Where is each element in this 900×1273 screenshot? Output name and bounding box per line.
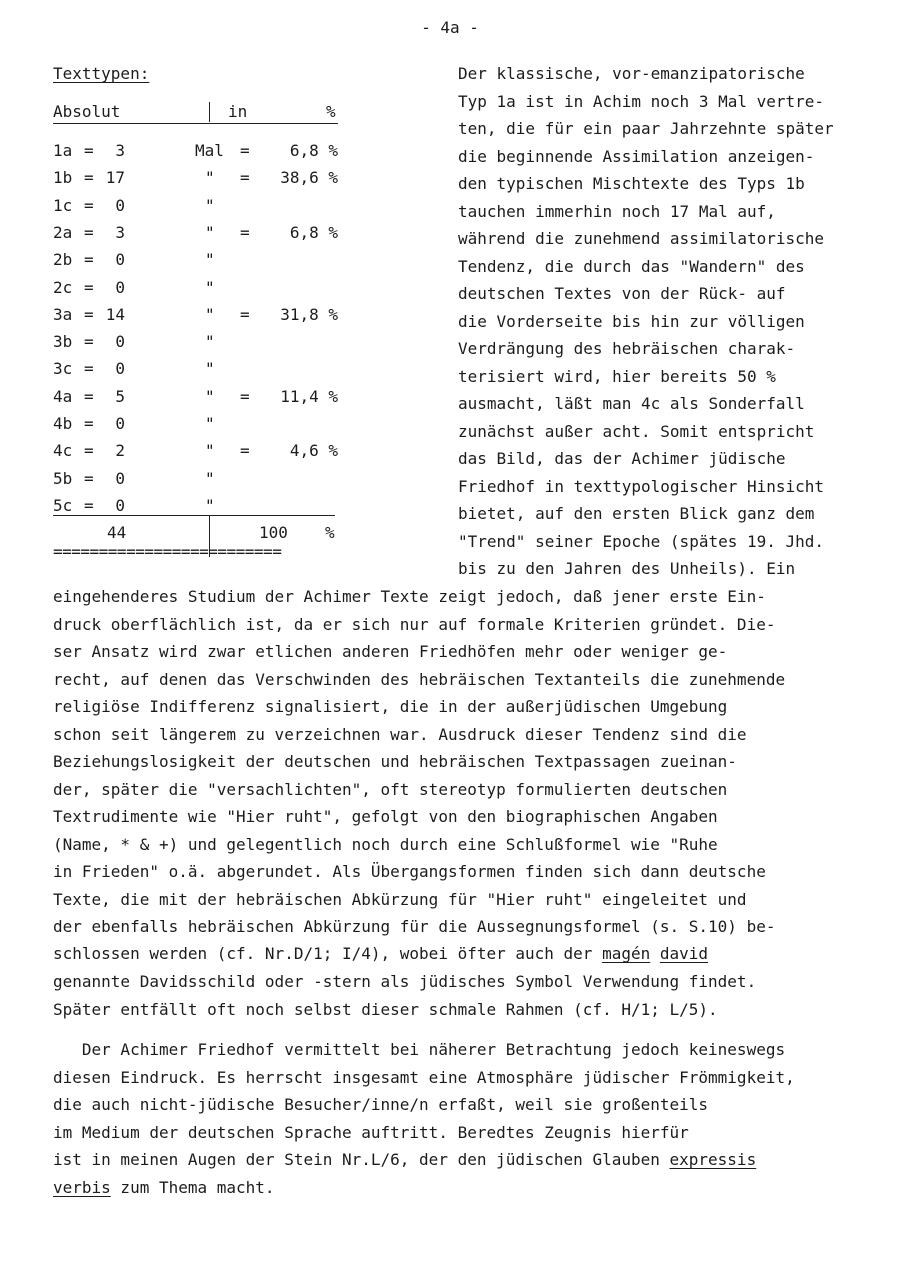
row-unit: " (205, 222, 215, 242)
row-equals-2: = (240, 222, 250, 242)
table-row (53, 496, 338, 516)
term-magen: magén (602, 944, 651, 963)
header-percent: % (326, 102, 336, 121)
row-equals: = (84, 332, 94, 352)
row-count: 3 (115, 222, 125, 242)
row-type: 1c (53, 195, 73, 215)
row-equals: = (84, 304, 94, 324)
right-column-line: Friedhof in texttypologischer Hinsicht (458, 476, 825, 496)
row-equals: = (84, 359, 94, 379)
paragraph-line: Später entfällt oft noch selbst dieser schmale Rahmen (cf. H/1; L/5). (53, 999, 718, 1019)
paragraph-line: ser Ansatz wird zwar etlichen anderen Friedhöfen mehr oder weniger ge- (53, 642, 728, 661)
right-column-line: tauchen immerhin noch 17 Mal auf, (458, 201, 776, 221)
paragraph-line: Beziehungslosigkeit der deutschen und hebräischen Textpassagen zueinan- (53, 752, 737, 771)
paragraph-line: genannte Davidsschild oder -stern als jüdisches Symbol Verwendung findet. (53, 972, 757, 991)
row-count: 17 (105, 168, 125, 188)
paragraph-line: der ebenfalls hebräischen Abkürzung für die Aussegnungsformel (s. S.10) be- (53, 917, 776, 936)
row-equals: = (84, 250, 94, 270)
row-count: 0 (115, 277, 125, 297)
right-column-line: das Bild, das der Achimer jüdische (458, 449, 786, 468)
paragraph-line: recht, auf denen das Verschwinden des hebräischen Textanteils die zunehmende (53, 669, 786, 689)
row-unit: Mal (195, 141, 224, 160)
right-column-line: ten, die für ein paar Jahrzehnte später (458, 119, 834, 138)
row-unit: " (205, 414, 215, 433)
header-divider (209, 102, 210, 122)
right-column-line: den typischen Mischtexte des Typs 1b (458, 174, 805, 193)
right-column-line: "Trend" seiner Epoche (spätes 19. Jhd. (458, 531, 825, 551)
right-column-line: die Vorderseite bis hin zur völligen (458, 311, 805, 331)
row-equals-2: = (240, 441, 250, 461)
row-equals: = (84, 195, 94, 215)
right-column-line: ausmacht, läßt man 4c als Sonderfall (458, 394, 805, 413)
row-equals-2: = (240, 386, 250, 406)
right-column-line: während die zunehmend assimilatorische (458, 229, 825, 248)
para2-line-underlined (53, 1150, 756, 1170)
row-count: 0 (115, 414, 125, 433)
right-column-line: Typ 1a ist in Achim noch 3 Mal vertre- (458, 91, 825, 111)
row-equals: = (84, 168, 94, 188)
row-type: 3b (53, 332, 73, 352)
row-count: 0 (115, 468, 125, 488)
row-unit: " (205, 495, 215, 515)
total-row (53, 523, 338, 543)
row-count: 2 (115, 441, 125, 461)
right-column-line: deutschen Textes von der Rück- auf (458, 284, 786, 303)
row-unit: " (205, 304, 215, 324)
paragraph-line: Textrudimente wie "Hier ruht", gefolgt von den biographischen Angaben (53, 807, 718, 826)
row-unit: " (205, 277, 215, 297)
row-count: 5 (115, 386, 125, 406)
paragraph-line: religiöse Indifferenz signalisiert, die in der außerjüdischen Umgebung (53, 697, 728, 716)
para1-line-start: schlossen werden (cf. Nr.D/1; I/4), wobei öfter auch der (53, 944, 603, 963)
term-david: david (659, 944, 709, 963)
row-percent: 11,4 % (280, 386, 338, 406)
double-rule: ========================= (53, 542, 282, 561)
total-percent-sign: % (325, 523, 335, 542)
row-unit: " (205, 250, 215, 270)
row-equals: = (84, 277, 94, 297)
row-equals-2: = (240, 304, 250, 324)
row-percent: 4,6 % (289, 441, 338, 461)
paragraph-line: im Medium der deutschen Sprache auftritt. Beredtes Zeugnis hierfür (53, 1122, 689, 1142)
row-type: 5c (53, 495, 73, 515)
row-percent: 6,8 % (289, 222, 338, 242)
total-rule (53, 515, 335, 516)
table-row (53, 196, 338, 216)
para2-last-line (53, 1178, 275, 1198)
table-row (53, 469, 338, 489)
row-equals: = (84, 222, 94, 242)
row-count: 0 (115, 250, 125, 270)
row-percent: 6,8 % (289, 141, 338, 160)
table-row (53, 250, 338, 270)
row-unit: " (205, 195, 215, 215)
table-row (53, 387, 338, 407)
table-row (53, 223, 338, 243)
right-column-line: bis zu den Jahren des Unheils). Ein (458, 559, 796, 578)
row-type: 2c (53, 277, 73, 297)
paragraph-line: Der Achimer Friedhof vermittelt bei näherer Betrachtung jedoch keineswegs (53, 1040, 786, 1059)
row-count: 14 (105, 304, 125, 324)
table-row (53, 305, 338, 325)
paragraph-line: die auch nicht-jüdische Besucher/inne/n erfaßt, weil sie großenteils (53, 1095, 709, 1114)
row-type: 2a (53, 222, 73, 242)
right-column-line: bietet, auf den ersten Blick ganz dem (458, 504, 815, 523)
row-equals: = (84, 441, 94, 461)
table-row (53, 414, 338, 434)
row-unit: " (205, 386, 215, 406)
row-type: 4a (53, 386, 73, 406)
para2-line-start: ist in meinen Augen der Stein Nr.L/6, der den jüdischen Glauben (53, 1150, 670, 1169)
row-type: 4b (53, 414, 73, 433)
row-count: 0 (115, 495, 125, 515)
paragraph-line: Texte, die mit der hebräischen Abkürzung für "Hier ruht" eingeleitet und (53, 889, 747, 909)
row-equals-2: = (240, 141, 250, 160)
row-count: 0 (115, 359, 125, 379)
row-equals: = (84, 468, 94, 488)
row-type: 2b (53, 250, 73, 270)
page-number: - 4a - (421, 18, 479, 37)
right-column-line: Verdrängung des hebräischen charak- (458, 339, 796, 358)
row-type: 5b (53, 468, 73, 488)
header-in: in (228, 102, 248, 121)
table-header (53, 102, 338, 122)
row-count: 0 (115, 332, 125, 352)
row-percent: 38,6 % (280, 168, 338, 188)
row-type: 1a (53, 141, 73, 160)
right-column-line: die beginnende Assimilation anzeigen- (458, 146, 815, 166)
paragraph-line: in Frieden" o.ä. abgerundet. Als Übergangsformen finden sich dann deutsche (53, 862, 766, 881)
term-space (650, 944, 660, 963)
term-expressis: expressis (669, 1150, 757, 1169)
row-equals-2: = (240, 168, 250, 188)
row-type: 3a (53, 304, 73, 324)
row-percent: 31,8 % (280, 304, 338, 324)
row-type: 3c (53, 359, 73, 379)
row-unit: " (205, 332, 215, 352)
row-type: 1b (53, 168, 73, 188)
table-row (53, 332, 338, 352)
para1-line-underlined (53, 944, 708, 964)
table-title: Texttypen: (53, 64, 150, 83)
paragraph-line: (Name, * & +) und gelegentlich noch durch eine Schlußformel wie "Ruhe (53, 834, 718, 854)
right-column-line: terisiert wird, hier bereits 50 % (458, 366, 776, 386)
table-row (53, 168, 338, 188)
row-count: 0 (115, 195, 125, 215)
term-verbis: verbis (53, 1178, 111, 1197)
right-column-line: Tendenz, die durch das "Wandern" des (458, 256, 805, 276)
row-equals: = (84, 386, 94, 406)
row-count: 3 (115, 141, 125, 160)
right-column-line: zunächst außer acht. Somit entspricht (458, 421, 815, 441)
right-column-line: Der klassische, vor-emanzipatorische (458, 64, 805, 83)
row-unit: " (205, 468, 215, 488)
header-absolut: Absolut (53, 102, 121, 121)
paragraph-line: diesen Eindruck. Es herrscht insgesamt eine Atmosphäre jüdischer Frömmigkeit, (53, 1067, 795, 1087)
row-unit: " (205, 168, 215, 188)
total-percent: 100 (259, 523, 288, 542)
table-row (53, 141, 338, 161)
paragraph-line: druck oberflächlich ist, da er sich nur auf formale Kriterien gründet. Die- (53, 614, 776, 634)
row-equals: = (84, 414, 94, 433)
total-count: 44 (107, 523, 127, 542)
header-rule (53, 123, 338, 124)
paragraph-line: eingehenderes Studium der Achimer Texte zeigt jedoch, daß jener erste Ein- (53, 587, 766, 606)
row-type: 4c (53, 441, 73, 461)
row-unit: " (205, 359, 215, 379)
row-equals: = (84, 495, 94, 515)
row-unit: " (205, 441, 215, 461)
table-row (53, 359, 338, 379)
paragraph-line: der, später die "versachlichten", oft stereotyp formulierten deutschen (53, 779, 728, 799)
table-row (53, 278, 338, 298)
row-equals: = (84, 141, 94, 160)
paragraph-line: schon seit längerem zu verzeichnen war. Ausdruck dieser Tendenz sind die (53, 724, 747, 744)
para2-end: zum Thema macht. (110, 1178, 275, 1197)
table-row (53, 441, 338, 461)
